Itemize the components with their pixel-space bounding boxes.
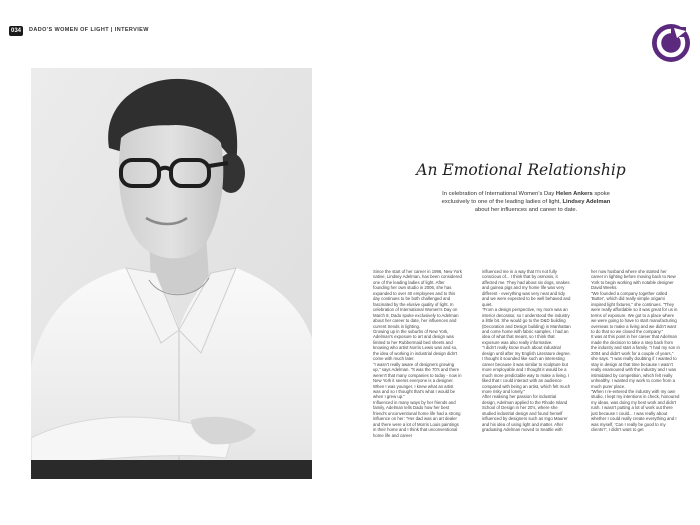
body-column-2 (482, 269, 571, 499)
body-column-3 (591, 269, 680, 499)
subject-name: Lindsey Adelman (562, 199, 611, 205)
paragraph: Growing up in the suburbs of New York, Adelman's exposure to art and design was limited to her Rubbermaid bed sheets and knowing who artist Norris Lewis was and so, the idea of working in industrial design didn't come with much later. (373, 328, 458, 362)
paragraph: It was at this point in her career that Adelman made the decision to take a step back from the industry and start a family. "I had my son in 2004 and didn't work for a couple of years," she says. "I was really doubting if I wanted to stay in design at that time because I wasn't really enamoured with the industry and I was intimidated by competition, which felt really unhealthy. I wanted my work to come from a much purer place. (591, 334, 680, 389)
page-number-badge: 034 (11, 28, 22, 34)
standfirst-text-1: In celebration of International Women's Day (442, 191, 556, 197)
paragraph: Since the start of her career in 1996, New York native, Lindsey Adelman, has been considered one of the leading ladies of light. After founding her own studio in 2006, she has expanded to over 40 employees and to this day continues to be both challenged and fascinated by the elusive quality of light. In celebration of International Women's Day on March 8, Dado spoke exclusively to Adelman about her career to date, her influences and current trends in lighting. (373, 269, 462, 329)
article-headline: An Emotional Relationship (416, 161, 626, 179)
standfirst-text-3: about her influences and career to date. (474, 207, 578, 213)
running-head: DADO'S WOMEN OF LIGHT | INTERVIEW (29, 27, 149, 33)
paragraph: After realising her passion for industrial design, Adelman applied to the Rhode Island School of Design in her 20's, where she studied industrial design and found herself influenced by designers such as Ingo Maurer and his idea of using light and matter. After graduating Adelman moved to Seattle with (482, 394, 568, 433)
paragraph: "We founded a company together called 'Butter', which did really simple origami inspired light fixtures," she continues. "They were really affordable so it was great for us in terms of exposure. We got to a place where we were going to have to start manufacturing overseas to make a living and we didn't want to do that so we closed the company." (591, 290, 678, 334)
paragraph: Influenced in many ways by her friends and family, Adelman tells Dado how her best friend's unconventional home life had a strong influence on her: "Her dad was an art dealer and there were a lot of Morris Louis paintings in their home and I think that unconventional home life and career (373, 399, 461, 438)
body-column-1 (373, 269, 462, 499)
portrait-photo (31, 68, 312, 479)
publication-logo (650, 22, 692, 64)
article-standfirst (436, 190, 616, 214)
paragraph: "When I re-entered the industry with my own studio, I kept my intentions in check, honoured my ideas, was doing my best work and didn't rush. I wasn't putting a lot of work out there just because I could... I was really about whether I could really create everything and I was myself, 'Can I really be good to my clients?', I didn't want to get (591, 388, 680, 433)
paragraph: "From a design perspective, my mom was an interior decorator, so I understood the industry a little bit. She would go to the D&D building (Decoration and Design building) in Manhattan and come home with fabric samples. I had an idea of what that meant, so I think that exposure was also really informative. (482, 307, 571, 345)
standfirst-text-2: spoke exclusively to one of the leading ladies of light, (441, 191, 610, 205)
author-name: Helen Ankers (555, 191, 593, 197)
paragraph: "I wasn't really aware of designers growing up," says Adelman. "It was the 70's and there weren't that many companies to today - now in New York it seems everyone is a designer. When I was younger, I knew what an artist was and so I thought that's what I would be when I grew up." (373, 361, 462, 400)
paragraph: influenced me in a way that I'm not fully conscious of... I think that by osmosis, it affected me. They had about six dogs, snakes and guinea pigs and my home life was very different - everything was very neat and tidy and we were expected to be well behaved and quiet. (482, 269, 571, 307)
paragraph: "I didn't really know much about industrial design until after my English Literature degree. I thought it sounded like such an interesting career because it was similar to sculpture but more employable and I thought it would be a much more predictable way to make a living. I liked that I could interact with an audience compared with being an artist, which felt much more risky and lonely." (482, 345, 571, 394)
paragraph: her now husband where she started her career in lighting before moving back to New York to begin working with notable designer David Weeks. (591, 269, 676, 291)
